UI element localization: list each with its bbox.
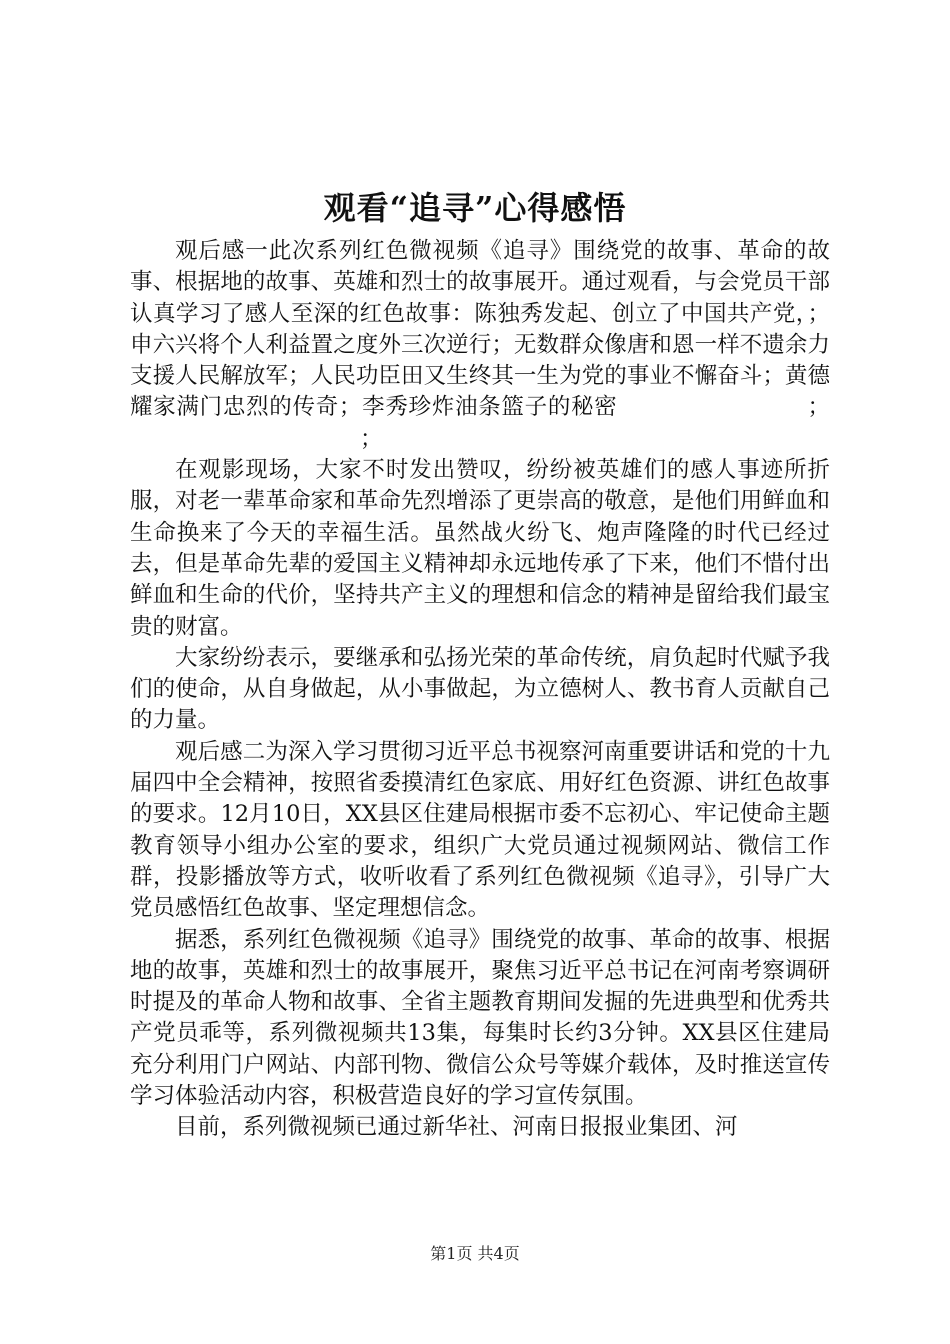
paragraph-6: 目前，系列微视频已通过新华社、河南日报报业集团、河 <box>175 1114 738 1141</box>
page-footer: 第1页 共4页 <box>430 1244 520 1263</box>
paragraph-1-text: 观后感一此次系列红色微视频《追寻》围绕党的故事、革命的故事、根据地的故事、英雄和烈士的故事展开。通过观看，与会党员干部认真学习了感人至深的红色故事：陈独秀发起、创立了中国共产党，；申六兴将个人利益置之度外三次逆行；无数群众像唐和恩一样不遗余力支援人民解放军；人民功臣田又生终其一生为党的事业不懈奋斗；黄德耀家满门忠烈的传奇；李秀珍炸油条篮子的秘密 <box>130 238 830 421</box>
paragraph-5: 据悉，系列红色微视频《追寻》围绕党的故事、革命的故事、根据地的故事，英雄和烈士的故事展开，聚焦习近平总书记在河南考察调研时提及的革命人物和故事、全省主题教育期间发掘的先进典型和优秀共产党员乖等，系列微视频共13集，每集时长约3分钟。XX县区住建局充分利用门户网站、内部刊物、微信公众号等媒介载体，及时推送宣传学习体验活动内容，积极营造良好的学习宣传氛围。 <box>130 926 830 1110</box>
trailing-mark-1: ； <box>807 394 830 421</box>
paragraph-3: 大家纷纷表示，要继承和弘扬光荣的革命传统，肩负起时代赋予我们的使命，从自身做起，从小事做起，为立德树人、教书育人贡献自己的力量。 <box>130 644 830 734</box>
trailing-mark-2: ； <box>360 425 383 452</box>
document-title: 观看“追寻”心得感悟 <box>323 189 627 227</box>
document-body <box>130 236 830 1144</box>
paragraph-2: 在观影现场，大家不时发出赞叹，纷纷被英雄们的感人事迹所折服，对老一辈革命家和革命先烈增添了更崇高的敬意，是他们用鲜血和生命换来了今天的幸福生活。虽然战火纷飞、炮声隆隆的时代已经过去，但是革命先辈的爱国主义精神却永远地传承了下来，他们不惜付出鲜血和生命的代价，坚持共产主义的理想和信念的精神是留给我们最宝贵的财富。 <box>130 457 830 640</box>
paragraph-1 <box>130 236 830 455</box>
paragraph-4: 观后感二为深入学习贯彻习近平总书视察河南重要讲话和党的十九届四中全会精神，按照省委摸清红色家底、用好红色资源、讲红色故事的要求。12月10日，XX县区住建局根据市委不忘初心、牢记使命主题教育领导小组办公室的要求，组织广大党员通过视频网站、微信工作群，投影播放等方式，收听收看了系列红色微视频《追寻》，引导广大党员感悟红色故事、坚定理想信念。 <box>130 738 830 922</box>
